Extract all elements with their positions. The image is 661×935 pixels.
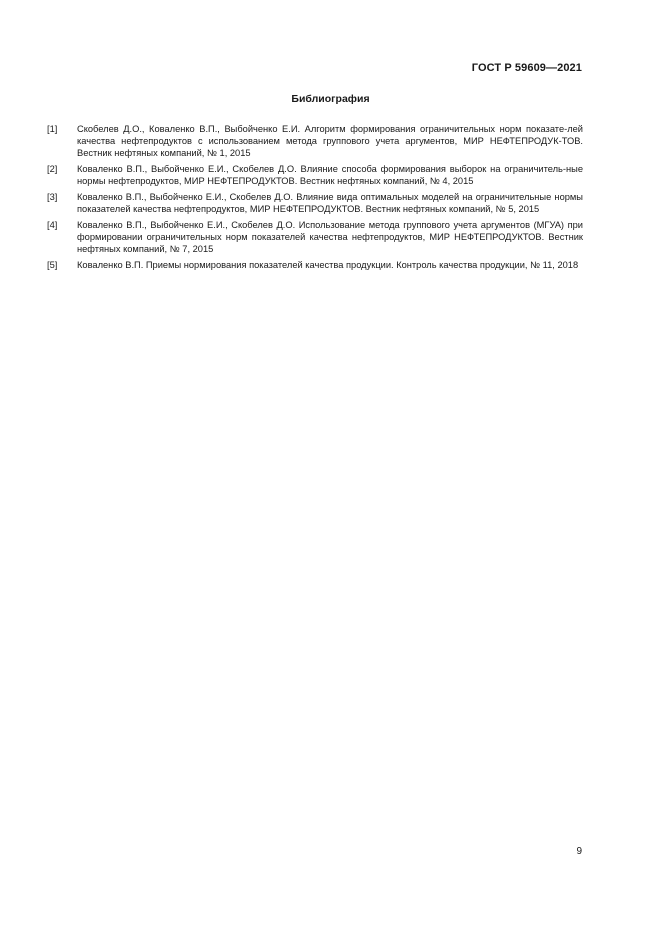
reference-item — [47, 219, 583, 255]
reference-number: [3] — [47, 192, 58, 202]
reference-item — [47, 123, 583, 159]
reference-text: Коваленко В.П., Выбойченко Е.И., Скобелев Д.О. Влияние способа формирования выборок на ограничитель-ные нормы нефтепродуктов, МИР НЕФТЕПРОДУКТОВ. Вестник нефтяных компаний, № 4, 2015 — [77, 164, 583, 186]
reference-number: [5] — [47, 260, 58, 270]
reference-list — [47, 123, 583, 275]
reference-text: Скобелев Д.О., Коваленко В.П., Выбойченко Е.И. Алгоритм формирования ограничительных норм показате-лей качества нефтепродуктов с использованием метода группового учета аргументов, МИР НЕФТЕПРОДУК-ТОВ. Вестник нефтяных компаний, № 1, 2015 — [77, 124, 583, 158]
reference-number: [1] — [47, 124, 58, 134]
section-title: Библиография — [291, 93, 370, 105]
page-number: 9 — [576, 846, 582, 857]
reference-number: [2] — [47, 164, 58, 174]
document-code: ГОСТ Р 59609—2021 — [471, 62, 582, 74]
reference-text: Коваленко В.П., Выбойченко Е.И., Скобелев Д.О. Использование метода группового учета аргументов (МГУА) при формировании ограничительных норм показателей качества нефтепродуктов, МИР НЕФТЕПРОДУКТОВ. Вестник нефтяных компаний, № 7, 2015 — [77, 220, 583, 254]
reference-item — [47, 163, 583, 187]
reference-item — [47, 191, 583, 215]
reference-text: Коваленко В.П., Выбойченко Е.И., Скобелев Д.О. Влияние вида оптимальных моделей на ограничительные нормы показателей качества нефтепродуктов, МИР НЕФТЕПРОДУКТОВ. Вестник нефтяных компаний, № 5, 2015 — [77, 192, 583, 214]
reference-number: [4] — [47, 220, 58, 230]
reference-text: Коваленко В.П. Приемы нормирования показателей качества продукции. Контроль качества продукции, № 11, 2018 — [77, 260, 579, 270]
reference-item — [47, 259, 583, 271]
